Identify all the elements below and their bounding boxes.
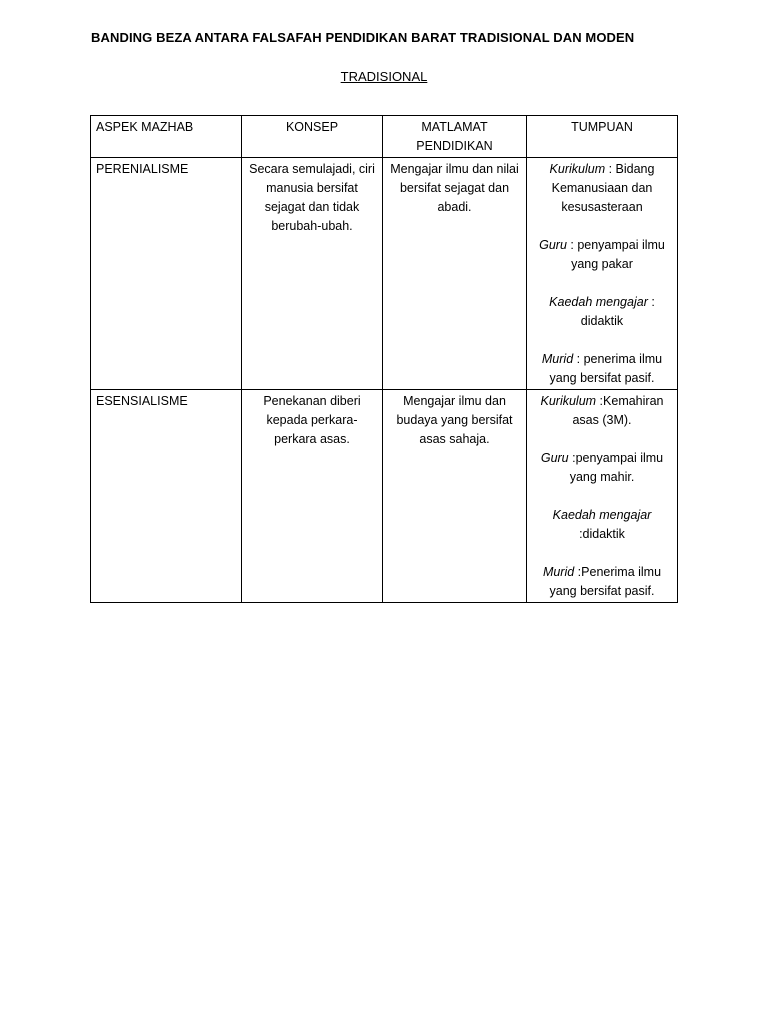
focus-key: Kurikulum: [540, 394, 597, 408]
focus-item: [532, 506, 672, 544]
header-konsep: KONSEP: [242, 116, 383, 158]
focus-sep: :: [596, 394, 604, 408]
header-tumpuan: TUMPUAN: [527, 116, 678, 158]
focus-item: [532, 293, 672, 331]
focus-item: [532, 392, 672, 430]
focus-item: [532, 350, 672, 388]
cell-tumpuan: [527, 158, 678, 390]
focus-key: Kaedah mengajar: [552, 508, 652, 522]
cell-aspek: PERENIALISME: [91, 158, 242, 390]
focus-value: penerima ilmu yang bersifat pasif.: [549, 352, 663, 385]
focus-item: [532, 236, 672, 274]
comparison-table: [90, 115, 678, 603]
focus-sep: :: [579, 527, 583, 541]
document-title: BANDING BEZA ANTARA FALSAFAH PENDIDIKAN BARAT TRADISIONAL DAN MODEN: [91, 30, 635, 45]
focus-value: Kemahiran asas (3M).: [572, 394, 664, 427]
focus-value: didaktik: [582, 527, 625, 541]
focus-value: Bidang Kemanusiaan dan kesusasteraan: [551, 162, 655, 214]
table-row: [91, 390, 678, 603]
focus-sep: :: [574, 565, 582, 579]
focus-value: penyampai ilmu yang mahir.: [569, 451, 664, 484]
cell-konsep: Penekanan diberi kepada perkara-perkara asas.: [242, 390, 383, 603]
section-heading: TRADISIONAL: [340, 69, 428, 84]
focus-value: penyampai ilmu yang pakar: [571, 238, 665, 271]
focus-sep: :: [573, 352, 584, 366]
focus-key: Murid: [542, 565, 575, 579]
header-matlamat-pendidikan: MATLAMAT PENDIDIKAN: [383, 116, 527, 158]
focus-key: Kurikulum: [549, 162, 606, 176]
table-row: [91, 158, 678, 390]
cell-tumpuan: [527, 390, 678, 603]
cell-konsep: Secara semulajadi, ciri manusia bersifat sejagat dan tidak berubah-ubah.: [242, 158, 383, 390]
focus-key: Murid: [541, 352, 574, 366]
cell-aspek: ESENSIALISME: [91, 390, 242, 603]
header-aspek-mazhab: ASPEK MAZHAB: [91, 116, 242, 158]
cell-matlamat: Mengajar ilmu dan nilai bersifat sejagat dan abadi.: [383, 158, 527, 390]
focus-sep: :: [647, 295, 655, 309]
focus-sep: :: [566, 238, 578, 252]
cell-matlamat: Mengajar ilmu dan budaya yang bersifat asas sahaja.: [383, 390, 527, 603]
focus-item: [532, 160, 672, 217]
focus-item: [532, 449, 672, 487]
focus-sep: :: [605, 162, 616, 176]
focus-key: Guru: [540, 451, 569, 465]
focus-value: Penerima ilmu yang bersifat pasif.: [549, 565, 662, 598]
table-header-row: [91, 116, 678, 158]
focus-key: Guru: [539, 238, 567, 252]
focus-item: [532, 563, 672, 601]
focus-value: didaktik: [580, 314, 624, 328]
focus-key: Kaedah mengajar: [549, 295, 648, 309]
focus-sep: :: [568, 451, 576, 465]
